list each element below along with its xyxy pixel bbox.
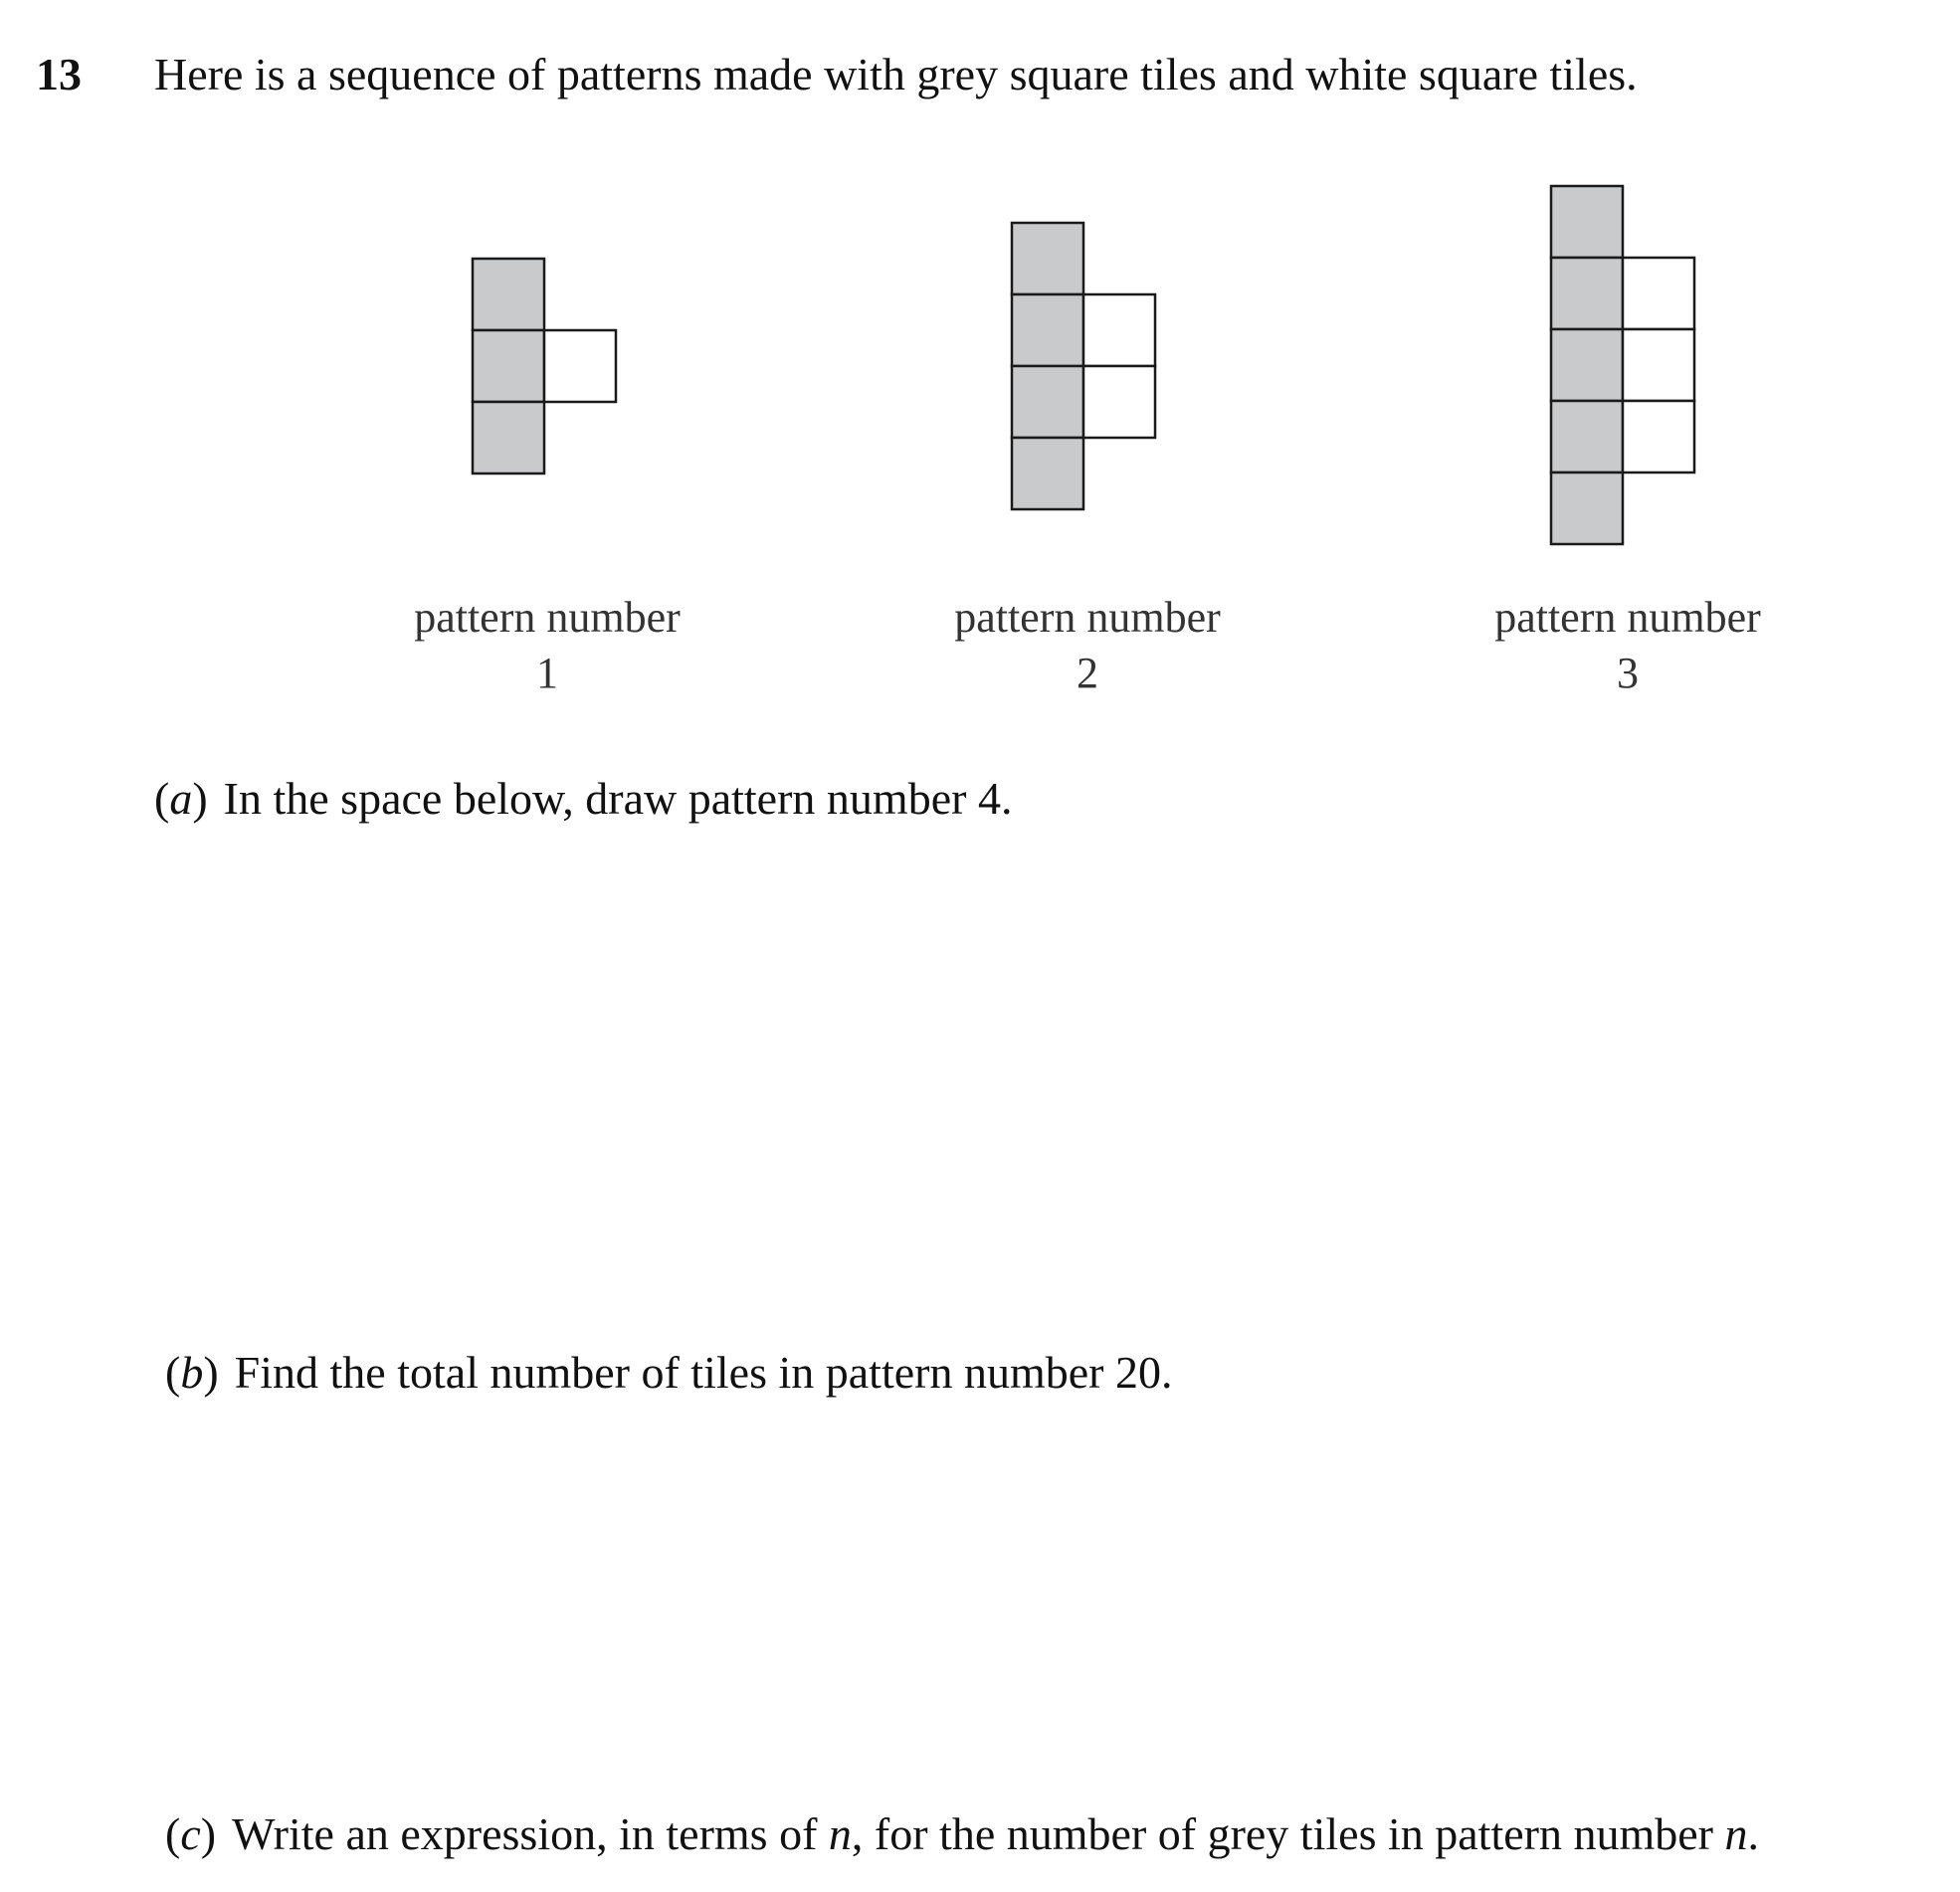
pattern-3-label: pattern number	[1494, 593, 1761, 642]
pattern-3-white-tile-2	[1623, 329, 1694, 401]
pattern-3-grey-tile-3	[1551, 329, 1623, 401]
part-c	[165, 1808, 1759, 1859]
pattern-2-caption	[908, 590, 1267, 701]
pattern-2-number: 2	[1077, 649, 1098, 697]
pattern-3-grey-tile-4	[1551, 401, 1623, 473]
pattern-3-diagram	[1546, 181, 1705, 554]
part-a-text: In the space below, draw pattern number 4.	[223, 773, 1013, 824]
part-a-tag: (a)	[154, 773, 208, 824]
pattern-3-grey-tile-5	[1551, 473, 1623, 544]
question-stem: Here is a sequence of patterns made with grey square tiles and white square tiles.	[154, 49, 1638, 99]
pattern-2-white-tile-2	[1083, 366, 1155, 438]
part-b-text: Find the total number of tiles in pattern number 20.	[234, 1347, 1173, 1398]
variable-n: n	[828, 1808, 852, 1859]
part-c-tag: (c)	[165, 1808, 217, 1859]
pattern-1-grey-tile-3	[473, 402, 544, 473]
pattern-3-grey-tile-1	[1551, 186, 1623, 258]
pattern-2-grey-tile-1	[1012, 223, 1083, 294]
pattern-3-grey-tile-2	[1551, 258, 1623, 329]
part-c-text: Write an expression, in terms of n, for the number of grey tiles in pattern number n.	[232, 1808, 1759, 1859]
pattern-3-number: 3	[1617, 649, 1639, 697]
pattern-1-diagram	[468, 254, 627, 482]
pattern-3-white-tile-1	[1623, 258, 1694, 329]
part-b	[165, 1347, 1173, 1398]
pattern-2-grey-tile-4	[1012, 438, 1083, 509]
pattern-1-grey-tile-1	[473, 259, 544, 330]
pattern-1-white-tile-1	[544, 330, 616, 402]
pattern-2-white-tile-1	[1083, 294, 1155, 366]
pattern-1-number: 1	[536, 649, 558, 697]
question-number: 13	[36, 49, 82, 99]
pattern-1-grey-tile-2	[473, 330, 544, 402]
pattern-2-label: pattern number	[954, 593, 1221, 642]
pattern-2-diagram	[1007, 218, 1166, 516]
part-b-tag: (b)	[165, 1347, 219, 1398]
pattern-3-white-tile-3	[1623, 401, 1694, 473]
pattern-2-grey-tile-2	[1012, 294, 1083, 366]
pattern-2-grey-tile-3	[1012, 366, 1083, 438]
pattern-3-caption	[1449, 590, 1807, 701]
part-a	[154, 773, 1013, 824]
pattern-1-label: pattern number	[414, 593, 681, 642]
pattern-1-caption	[368, 590, 726, 701]
variable-n: n	[1724, 1808, 1748, 1859]
